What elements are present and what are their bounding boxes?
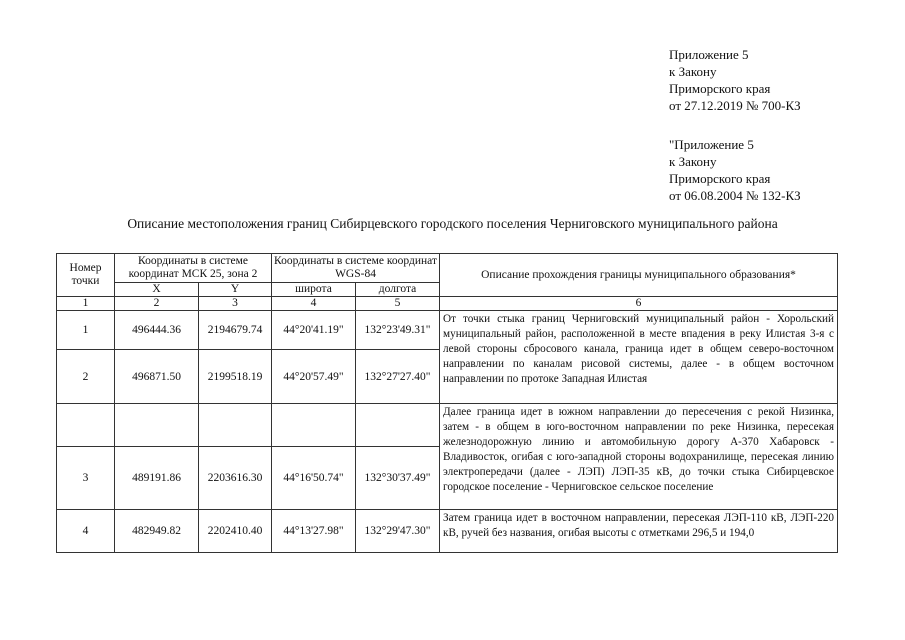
coord-x: 496871.50 bbox=[115, 350, 199, 404]
column-number-row bbox=[57, 297, 838, 311]
header-line: к Закону bbox=[669, 154, 717, 169]
header-msk-coordinates: Координаты в системе координат МСК 25, зона 2 bbox=[115, 254, 272, 283]
coord-x: 489191.86 bbox=[115, 447, 199, 510]
coord-y: 2199518.19 bbox=[199, 350, 272, 404]
coord-longitude: 132°27'27.40" bbox=[356, 350, 440, 404]
subheader-longitude: долгота bbox=[356, 283, 440, 297]
header-point-number: Номер точки bbox=[57, 254, 115, 297]
header-line: Приморского края bbox=[669, 171, 771, 186]
boundary-table bbox=[56, 253, 838, 553]
boundary-description: От точки стыка границ Черниговский муниципальный район - Хорольский муниципальный район, расположенной в месте впадения в реку Илистая 3-я с левой стороны сбросового канала, граница идет в общем северо-восточном направлении по каналам рисовой системы, далее - в общем восточном направлении по протоке Западная Илистая bbox=[440, 311, 838, 404]
coord-y: 2194679.74 bbox=[199, 311, 272, 350]
point-number: 3 bbox=[57, 447, 115, 510]
header-line: "Приложение 5 bbox=[669, 137, 754, 152]
document-title: Описание местоположения границ Сибирцевского городского поселения Черниговского муниципального района bbox=[127, 216, 778, 231]
point-number: 2 bbox=[57, 350, 115, 404]
column-number: 3 bbox=[199, 297, 272, 311]
appendix-header-original bbox=[669, 136, 801, 204]
coord-latitude: 44°20'41.19" bbox=[272, 311, 356, 350]
coord-latitude: 44°16'50.74" bbox=[272, 447, 356, 510]
coord-longitude: 132°29'47.30" bbox=[356, 510, 440, 553]
header-description: Описание прохождения границы муниципального образования* bbox=[440, 254, 838, 297]
column-number: 1 bbox=[57, 297, 115, 311]
header-line: Приложение 5 bbox=[669, 47, 749, 62]
table-row bbox=[57, 510, 838, 553]
boundary-description: Затем граница идет в восточном направлении, пересекая ЛЭП-110 кВ, ЛЭП-220 кВ, ручей без названия, огибая высоты с отметками 296,5 и 194,0 bbox=[440, 510, 838, 553]
coord-x: 496444.36 bbox=[115, 311, 199, 350]
point-number: 4 bbox=[57, 510, 115, 553]
coord-latitude: 44°20'57.49" bbox=[272, 350, 356, 404]
subheader-x: X bbox=[115, 283, 199, 297]
point-number: 1 bbox=[57, 311, 115, 350]
header-line: от 06.08.2004 № 132-КЗ bbox=[669, 188, 801, 203]
coord-longitude: 132°30'37.49" bbox=[356, 447, 440, 510]
coord-y: 2203616.30 bbox=[199, 447, 272, 510]
column-number: 4 bbox=[272, 297, 356, 311]
table-row-spacer bbox=[57, 404, 838, 447]
subheader-y: Y bbox=[199, 283, 272, 297]
column-number: 2 bbox=[115, 297, 199, 311]
table-header-row bbox=[57, 254, 838, 283]
coord-latitude: 44°13'27.98" bbox=[272, 510, 356, 553]
subheader-latitude: широта bbox=[272, 283, 356, 297]
header-line: Приморского края bbox=[669, 81, 771, 96]
coord-x: 482949.82 bbox=[115, 510, 199, 553]
boundary-description: Далее граница идет в южном направлении до пересечения с рекой Низинка, затем - в общем в юго-восточном направлении по реке Низинка, пересекая железнодорожную линию и автомобильную дорогу А-370 Хабаровск - Владивосток, огибая с юго-западной стороны водохранилище, пересекая линию электропередачи (далее - ЛЭП) ЛЭП-35 кВ, до точки стыка Сибирцевское городское поселение - Черниговское сельское поселение bbox=[440, 404, 838, 510]
table-row bbox=[57, 311, 838, 350]
column-number: 5 bbox=[356, 297, 440, 311]
column-number: 6 bbox=[440, 297, 838, 311]
coord-y: 2202410.40 bbox=[199, 510, 272, 553]
header-wgs-coordinates: Координаты в системе координат WGS-84 bbox=[272, 254, 440, 283]
appendix-header-current bbox=[669, 46, 801, 114]
header-line: от 27.12.2019 № 700-КЗ bbox=[669, 98, 801, 113]
coord-longitude: 132°23'49.31" bbox=[356, 311, 440, 350]
header-line: к Закону bbox=[669, 64, 717, 79]
